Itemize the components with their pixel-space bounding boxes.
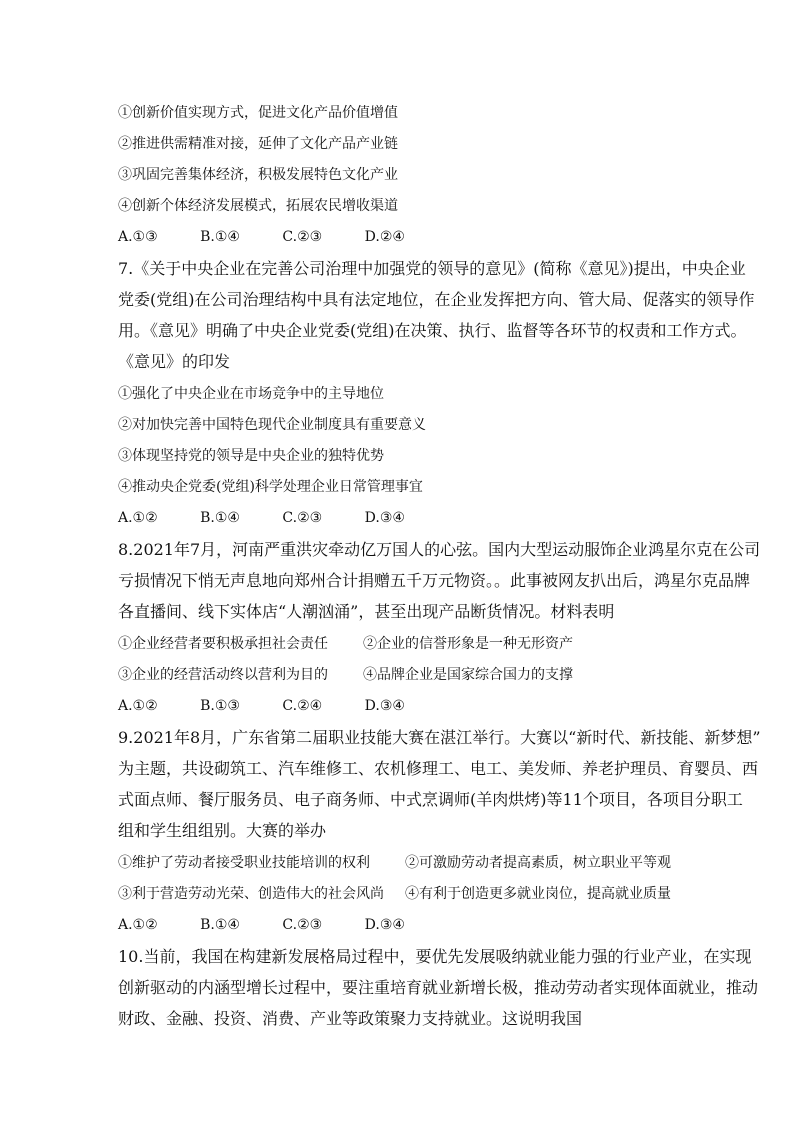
- q10-stem-line-3: 财政、金融、投资、消费、产业等政策聚力支持就业。这说明我国: [118, 1009, 583, 1028]
- q8-option-1: ①企业经营者要积极承担社会责任: [118, 636, 328, 652]
- q10-stem-line-2: 创新驱动的内涵型增长过程中，要注重培育就业新增长极，推动劳动者实现体面就业，推动: [118, 978, 759, 997]
- q8-choices: [118, 696, 443, 716]
- q9-choice-d: D.③④: [364, 917, 405, 933]
- q9-option-3: ③利于营造劳动光荣、创造伟大的社会风尚: [118, 886, 384, 902]
- q9-choice-c: C.②③: [282, 917, 323, 933]
- q7-stem-line-4: 《意见》的印发: [118, 352, 231, 371]
- q7-choice-b: B.①④: [200, 510, 240, 526]
- q9-stem-line-1: 9.2021年8月，广东省第二届职业技能大赛在湛江举行。大赛以“新时代、新技能、新梦想”: [118, 728, 761, 747]
- q7-choice-d: D.③④: [364, 510, 405, 526]
- q6-option-1: ①创新价值实现方式，促进文化产品价值增值: [118, 105, 398, 121]
- q9-option-1: ①维护了劳动者接受职业技能培训的权利: [118, 855, 370, 871]
- q9-options-row-1: [118, 853, 671, 873]
- q8-choice-b: B.①③: [200, 698, 240, 714]
- q9-stem-line-3: 式面点师、餐厅服务员、电子商务师、中式烹调师(羊肉烘烤)等11个项目，各项目分职工: [118, 790, 743, 809]
- q8-option-3: ③企业的经营活动终以营利为目的: [118, 667, 328, 683]
- q9-option-2: ②可激励劳动者提高素质，树立职业平等观: [405, 855, 671, 871]
- q7-choice-a: A.①②: [118, 510, 158, 526]
- q8-choice-d: D.③④: [364, 698, 405, 714]
- q7-stem-line-1: 7.《关于中央企业在完善公司治理中加强党的领导的意见》(简称《意见》)提出，中央企业: [118, 259, 746, 278]
- q6-choice-c: C.②③: [282, 229, 323, 245]
- q10-stem-line-1: 10.当前，我国在构建新发展格局过程中，要优先发展吸纳就业能力强的行业产业，在实现: [118, 947, 752, 966]
- q6-option-2: ②推进供需精准对接，延伸了文化产品产业链: [118, 136, 398, 152]
- q8-stem-line-1: 8.2021年7月，河南严重洪灾牵动亿万国人的心弦。国内大型运动服饰企业鸿星尔克在公司: [118, 540, 761, 559]
- q8-option-2: ②企业的信誉形象是一种无形资产: [363, 636, 573, 652]
- q8-stem-line-3: 各直播间、线下实体店“人潮汹涌”，甚至出现产品断货情况。材料表明: [118, 602, 615, 621]
- q6-choice-d: D.②④: [364, 229, 405, 245]
- q7-option-2: ②对加快完善中国特色现代企业制度具有重要意义: [118, 417, 426, 433]
- q9-stem-line-4: 组和学生组组别。大赛的举办: [118, 821, 327, 840]
- q9-choice-b: B.①④: [200, 917, 240, 933]
- q6-option-4: ④创新个体经济发展模式，拓展农民增收渠道: [118, 198, 398, 214]
- q9-options-row-2: [118, 884, 671, 904]
- q7-choices: [118, 508, 443, 528]
- q9-choices: [118, 915, 443, 935]
- q7-option-4: ④推动央企党委(党组)科学处理企业日常管理事宜: [118, 479, 423, 495]
- q8-choice-a: A.①②: [118, 698, 158, 714]
- q8-stem-line-2: 亏损情况下悄无声息地向郑州合计捐赠五千万元物资。。此事被网友扒出后，鸿星尔克品牌: [118, 571, 751, 590]
- q8-choice-c: C.②④: [282, 698, 323, 714]
- q8-options-row-2: [118, 665, 573, 685]
- q6-choice-b: B.①④: [200, 229, 240, 245]
- q7-stem-line-2: 党委(党组)在公司治理结构中具有法定地位，在企业发挥把方向、管大局、促落实的领导作: [118, 290, 755, 309]
- q8-option-4: ④品牌企业是国家综合国力的支撑: [363, 667, 573, 683]
- q7-choice-c: C.②③: [282, 510, 323, 526]
- q6-option-3: ③巩固完善集体经济，积极发展特色文化产业: [118, 167, 398, 183]
- q7-option-1: ①强化了中央企业在市场竞争中的主导地位: [118, 386, 384, 402]
- q8-options-row-1: [118, 634, 573, 654]
- q7-stem-line-3: 用。《意见》明确了中央企业党委(党组)在决策、执行、监督等各环节的权责和工作方式。: [118, 321, 747, 340]
- q7-option-3: ③体现坚持党的领导是中央企业的独特优势: [118, 448, 384, 464]
- q9-choice-a: A.①②: [118, 917, 158, 933]
- q6-choice-a: A.①③: [118, 229, 158, 245]
- q9-option-4: ④有利于创造更多就业岗位，提高就业质量: [405, 886, 671, 902]
- q9-stem-line-2: 为主题，共设砌筑工、汽车维修工、农机修理工、电工、美发师、养老护理员、育婴员、西: [118, 759, 759, 778]
- q6-choices: [118, 227, 443, 247]
